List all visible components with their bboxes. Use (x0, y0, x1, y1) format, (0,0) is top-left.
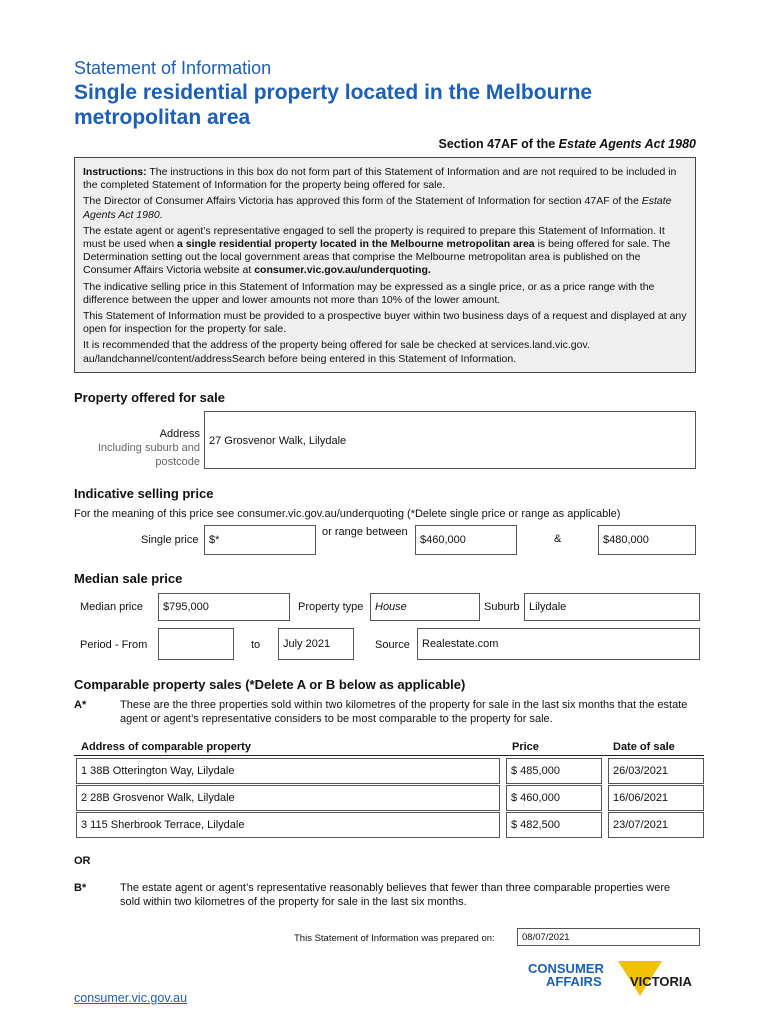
instructions-p2: The Director of Consumer Affairs Victoria has approved this form of the Statement of Information for section 47AF of the Estate Agents Act 1980. (83, 195, 672, 221)
section-reference (439, 137, 696, 151)
range-high-field[interactable]: $480,000 (598, 525, 696, 555)
table-header-rule (74, 755, 704, 756)
median-heading: Median sale price (74, 571, 183, 586)
source-field[interactable]: Realestate.com (417, 628, 700, 660)
option-b-text: The estate agent or agent’s representative reasonably believes that fewer than three comparable properties were sold within two kilometres of the property for sale in the last six months. (120, 882, 671, 908)
address-field[interactable]: 27 Grosvenor Walk, Lilydale (204, 411, 696, 469)
table-row-1-date[interactable]: 26/03/2021 (608, 758, 704, 784)
footer-link[interactable]: consumer.vic.gov.au (74, 991, 188, 1005)
section-prefix: Section 47AF of the (438, 137, 559, 151)
period-to-label: to (251, 639, 261, 651)
instructions-p5: This Statement of Information must be provided to a prospective buyer within two business days of a request and displayed at any open for inspection for the property for sale. (83, 310, 687, 336)
option-a-marker: A* (74, 699, 87, 711)
section-act: Estate Agents Act 1980 (558, 137, 696, 151)
prepared-on-field[interactable]: 08/07/2021 (517, 928, 700, 946)
document-kicker: Statement of Information (74, 58, 272, 78)
logo-text-affairs: AFFAIRS (546, 974, 602, 989)
median-price-field[interactable]: $795,000 (158, 593, 290, 621)
col-address-header: Address of comparable property (81, 741, 251, 753)
instructions-p3: The estate agent or agent’s representative engaged to sell the property is required to prepare this Statement of Information. It must be used when a single residential property located in the Melbourne metropolitan area is being offered for sale. The Determination setting out the local government areas that comprise the Melbourne metropolitan area is published on the Consumer Affairs Victoria website at consumer.vic.gov.au/underquoting. (83, 224, 671, 277)
period-to-field[interactable]: July 2021 (278, 628, 354, 660)
single-price-label: Single price (141, 534, 199, 546)
period-from-label: Period - From (80, 639, 148, 651)
prepared-on-label: This Statement of Information was prepared on: (294, 933, 495, 944)
col-price-header: Price (512, 741, 539, 753)
indicative-heading: Indicative selling price (74, 486, 214, 501)
underquoting-link[interactable]: consumer.vic.gov.au/underquoting. (254, 264, 431, 277)
indicative-note: For the meaning of this price see consumer.vic.gov.au/underquoting (*Delete single price or range as applicable) (74, 508, 621, 520)
table-row-2-date[interactable]: 16/06/2021 (608, 785, 704, 811)
comparable-heading: Comparable property sales (*Delete A or B below as applicable) (74, 677, 466, 692)
title-line-1: Single residential property located in the Melbourne (74, 81, 593, 104)
period-from-field[interactable] (158, 628, 234, 660)
single-price-field[interactable]: $* (204, 525, 316, 555)
range-ampersand: & (554, 533, 562, 545)
or-divider: OR (74, 855, 91, 867)
table-row-3-address[interactable]: 3 115 Sherbrook Terrace, Lilydale (76, 812, 500, 838)
median-price-label: Median price (80, 601, 143, 613)
title-line-2: metropolitan area (74, 106, 251, 129)
suburb-label: Suburb (484, 601, 520, 613)
table-row-1-price[interactable]: $ 485,000 (506, 758, 602, 784)
range-low-field[interactable]: $460,000 (415, 525, 517, 555)
property-heading: Property offered for sale (74, 390, 225, 405)
instructions-p1: Instructions: The instructions in this box do not form part of this Statement of Information and are not required to be included in the completed Statement of Information for the property being offered for sale. (83, 166, 677, 192)
col-date-header: Date of sale (613, 741, 675, 753)
table-row-2-address[interactable]: 2 28B Grosvenor Walk, Lilydale (76, 785, 500, 811)
logo-text-consumer: CONSUMER (528, 961, 604, 976)
option-a-text: These are the three properties sold within two kilometres of the property for sale in the last six months that the estate agent or agent’s representative considers to be most comparable to the property for sale. (120, 699, 688, 725)
range-label: or range between (322, 526, 408, 538)
consumer-affairs-victoria-logo (526, 958, 706, 1008)
table-row-2-price[interactable]: $ 460,000 (506, 785, 602, 811)
property-type-label: Property type (298, 601, 364, 613)
table-row-3-date[interactable]: 23/07/2021 (608, 812, 704, 838)
logo-text-victoria: VICTORIA (630, 974, 692, 989)
table-row-3-price[interactable]: $ 482,500 (506, 812, 602, 838)
instructions-box (74, 157, 696, 373)
source-label: Source (375, 639, 410, 651)
instructions-p4: The indicative selling price in this Statement of Information may be expressed as a single price, or as a price range with the difference between the upper and lower amounts not more than 10% of the lower amount. (83, 280, 655, 306)
property-type-field[interactable]: House (370, 593, 480, 621)
instructions-p6: It is recommended that the address of the property being offered for sale be checked at services.land.vic.gov. au/landchannel/content/addressSearch before being entered in this Statement of Information. (83, 339, 590, 365)
document-title (74, 80, 592, 130)
option-b-marker: B* (74, 882, 87, 894)
address-label: Address Including suburb and postcode (97, 428, 200, 468)
table-row-1-address[interactable]: 1 38B Otterington Way, Lilydale (76, 758, 500, 784)
suburb-field[interactable]: Lilydale (524, 593, 700, 621)
